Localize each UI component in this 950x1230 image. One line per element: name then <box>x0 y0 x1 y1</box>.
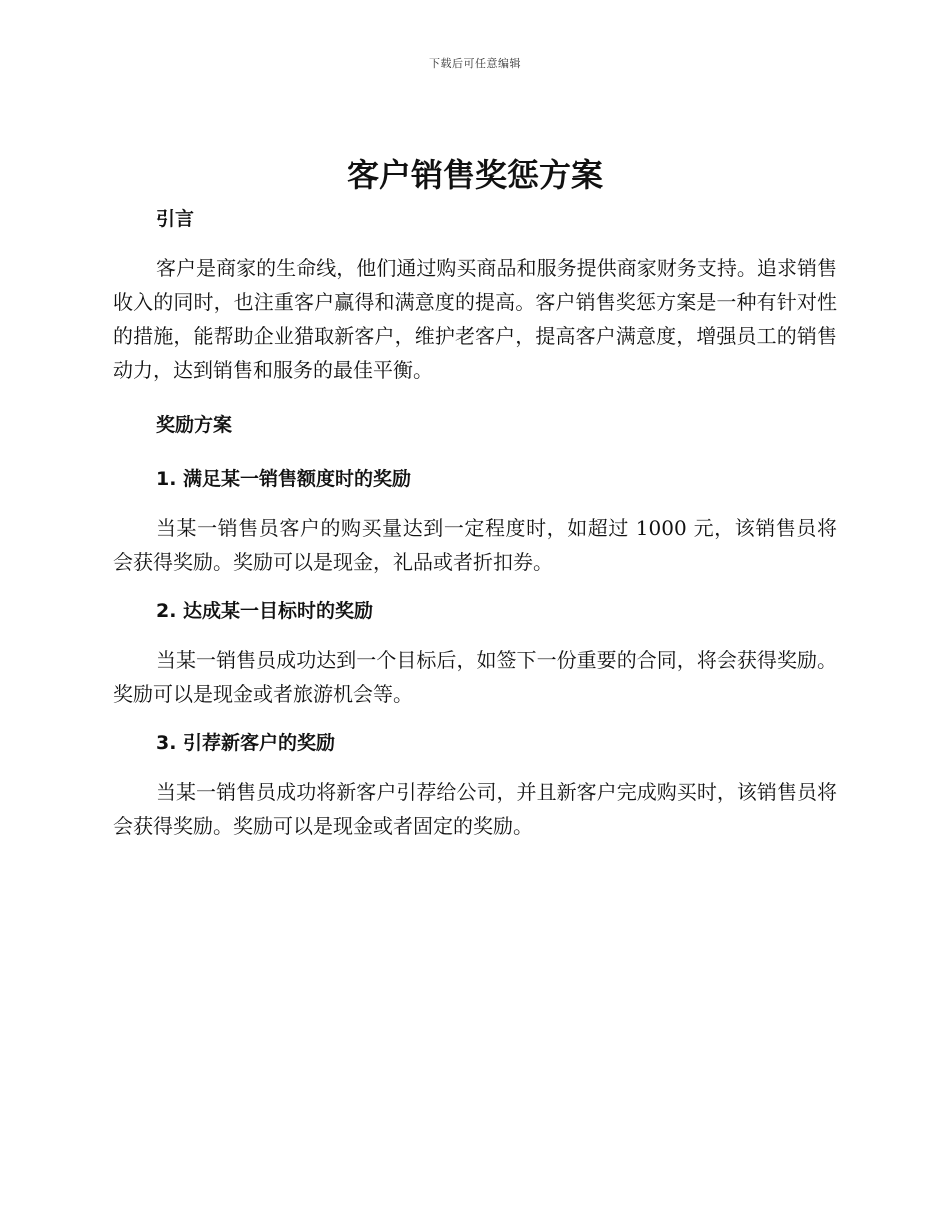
paragraph-item-3: 当某一销售员成功将新客户引荐给公司，并且新客户完成购买时，该销售员将会获得奖励。奖励可以是现金或者固定的奖励。 <box>113 780 837 838</box>
subheading-item-3: 3. 引荐新客户的奖励 <box>156 732 336 754</box>
page-title: 客户销售奖惩方案 <box>346 156 603 194</box>
section-heading-intro: 引言 <box>156 208 195 230</box>
header-note: 下载后可任意编辑 <box>429 57 521 70</box>
subheading-item-2: 2. 达成某一目标时的奖励 <box>156 600 374 622</box>
paragraph-item-1: 当某一销售员客户的购买量达到一定程度时，如超过 1000 元，该销售员将会获得奖励。奖励可以是现金，礼品或者折扣券。 <box>113 516 837 574</box>
section-heading-rewards: 奖励方案 <box>156 414 233 436</box>
subheading-item-1: 1. 满足某一销售额度时的奖励 <box>156 468 412 490</box>
paragraph-intro: 客户是商家的生命线，他们通过购买商品和服务提供商家财务支持。追求销售收入的同时，也注重客户赢得和满意度的提高。客户销售奖惩方案是一种有针对性的措施，能帮助企业猎取新客户，维护老客户，提高客户满意度，增强员工的销售动力，达到销售和服务的最佳平衡。 <box>113 256 837 382</box>
document-body <box>113 203 837 843</box>
paragraph-item-2: 当某一销售员成功达到一个目标后，如签下一份重要的合同，将会获得奖励。奖励可以是现金或者旅游机会等。 <box>113 648 837 706</box>
